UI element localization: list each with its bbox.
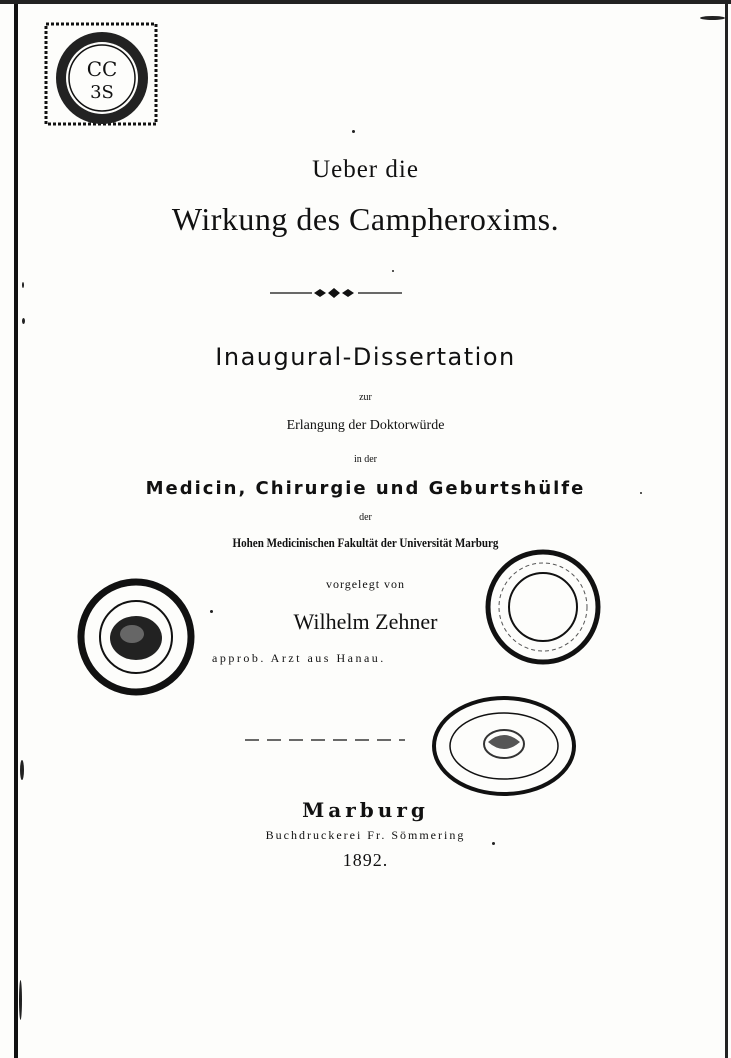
text-zur: zur	[359, 392, 372, 403]
title-line-1: Ueber die	[312, 156, 419, 183]
title-line-2: Wirkung des Campheroxims.	[171, 201, 560, 237]
dashed-divider	[245, 738, 405, 742]
imprint-printer: Buchdruckerei Fr. Sömmering	[265, 828, 466, 842]
scan-speck	[22, 318, 25, 324]
oval-library-stamp	[430, 692, 578, 800]
purpose-line: Erlangung der Doktorwürde	[286, 418, 445, 433]
imprint-year: 1892.	[342, 850, 389, 870]
scan-speck	[392, 270, 394, 272]
faculty-line: Hohen Medicinischen Fakultät der Universität Marburg	[232, 535, 499, 550]
scan-speck	[492, 842, 495, 845]
subjects-line: Medicin, Chirurgie und Geburtshülfe	[145, 478, 586, 499]
scan-speck	[640, 492, 642, 494]
scan-speck	[700, 16, 725, 20]
library-seal-stamp	[42, 18, 160, 128]
scan-speck	[19, 980, 22, 1020]
text-in-der: in der	[353, 454, 378, 465]
dissertation-heading: Inaugural-Dissertation	[215, 343, 516, 371]
top-page-edge	[0, 0, 731, 4]
author-name: Wilhelm Zehner	[293, 609, 438, 634]
svg-text:CC: CC	[86, 57, 118, 81]
text-der: der	[359, 512, 372, 523]
scan-speck	[22, 282, 24, 288]
presented-by-line: vorgelegt von	[325, 577, 406, 591]
scan-speck	[20, 760, 24, 780]
scan-speck	[210, 610, 213, 613]
svg-text:3S: 3S	[90, 82, 114, 103]
academy-stamp-right	[480, 548, 606, 666]
author-title: approb. Arzt aus Hanau.	[212, 651, 386, 665]
imprint-city: Marburg	[302, 798, 429, 822]
scan-speck	[352, 130, 355, 133]
ornamental-divider	[270, 286, 402, 300]
library-stamp-left	[70, 578, 202, 696]
